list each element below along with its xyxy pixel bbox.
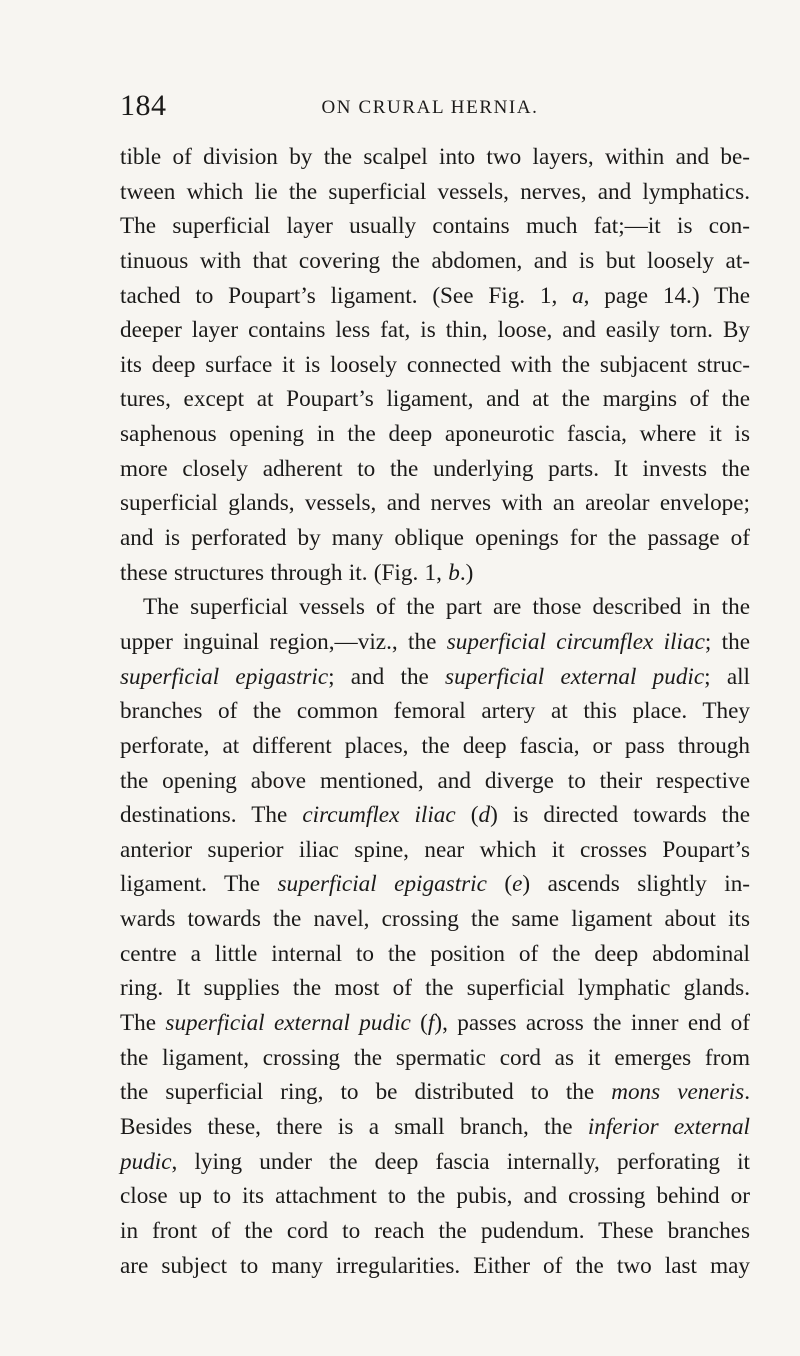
- text-run: The superficial vessels of the part are those described in the: [143, 594, 750, 621]
- body-text: [120, 140, 750, 1283]
- text-run: deeper layer contains less fat, is thin, loose, and easily torn. By: [120, 317, 750, 344]
- text-run: ; and the: [328, 663, 446, 690]
- italic-text: circumflex iliac: [302, 802, 456, 829]
- text-line: [120, 521, 750, 556]
- text-run: ) ascends slightly in-: [522, 871, 751, 898]
- italic-text: superficial epigastric: [277, 871, 487, 898]
- text-run: saphenous opening in the deep aponeurotic fascia, where it is: [120, 421, 750, 448]
- text-line: [120, 798, 750, 833]
- text-line: [120, 556, 750, 591]
- text-line: [120, 764, 750, 799]
- text-line: [120, 1006, 750, 1041]
- text-line: [120, 867, 750, 902]
- text-line: [120, 1075, 750, 1110]
- text-run: anterior superior iliac spine, near which it crosses Poupart’s: [120, 836, 750, 863]
- italic-text: mons veneris: [611, 1079, 745, 1106]
- text-run: ring. It supplies the most of the superficial lymphatic glands.: [120, 975, 750, 1002]
- text-line: [120, 937, 750, 972]
- text-line: [120, 590, 750, 625]
- text-line: [120, 1214, 750, 1249]
- text-line: [120, 140, 750, 175]
- italic-text: superficial circumflex iliac: [446, 628, 705, 655]
- text-line: [120, 1041, 750, 1076]
- text-run: Besides these, there is a small branch, the: [120, 1113, 588, 1140]
- text-run: destinations. The: [120, 802, 303, 829]
- text-run: (: [486, 871, 513, 898]
- text-line: [120, 244, 750, 279]
- italic-text: superficial external pudic: [165, 1010, 411, 1037]
- text-run: .): [459, 559, 474, 586]
- text-run: ; the: [704, 628, 750, 655]
- text-run: tached to Poupart’s ligament. (See Fig. 1,: [120, 282, 573, 309]
- text-run: tures, except at Poupart’s ligament, and at the margins of the: [120, 386, 750, 413]
- text-line: [120, 209, 750, 244]
- text-line: [120, 1249, 750, 1284]
- italic-text: e: [512, 871, 523, 898]
- text-line: [120, 175, 750, 210]
- text-line: [120, 625, 750, 660]
- text-run: its deep surface it is loosely connected with the subjacent struc-: [120, 351, 750, 378]
- text-run: in front of the cord to reach the pudendum. These branches: [120, 1217, 750, 1244]
- text-run: (: [455, 802, 479, 829]
- italic-text: b: [448, 559, 460, 586]
- text-line: [120, 902, 750, 937]
- text-run: The: [120, 1010, 166, 1037]
- text-line: [120, 1110, 750, 1145]
- text-run: these structures through it. (Fig. 1,: [120, 559, 449, 586]
- italic-text: f: [427, 1010, 435, 1037]
- italic-text: inferior external: [587, 1113, 750, 1140]
- text-run: the ligament, crossing the spermatic cord as it emerges from: [120, 1044, 750, 1071]
- text-run: and is perforated by many oblique openings for the passage of: [120, 525, 750, 552]
- text-line: [120, 313, 750, 348]
- text-run: the opening above mentioned, and diverge to their respective: [120, 767, 750, 794]
- running-head: ON CRURAL HERNIA.: [321, 97, 539, 118]
- text-line: [120, 729, 750, 764]
- text-run: The superficial layer usually contains much fat;—it is con-: [120, 213, 750, 240]
- text-run: the superficial ring, to be distributed to the: [120, 1079, 612, 1106]
- italic-text: superficial external pudic: [445, 663, 705, 690]
- text-run: tween which lie the superficial vessels, nerves, and lymphatics.: [120, 178, 750, 205]
- italic-text: a: [572, 282, 584, 309]
- text-run: , lying under the deep fascia internally, perforating it: [171, 1148, 750, 1175]
- text-run: , page 14.) The: [583, 282, 751, 309]
- text-run: ligament. The: [120, 871, 278, 898]
- text-run: ; all: [704, 663, 750, 690]
- page-number: 184: [120, 89, 167, 122]
- text-run: are subject to many irregularities. Either of the two last may: [120, 1252, 750, 1279]
- italic-text: superficial epigastric: [120, 663, 329, 690]
- text-line: [120, 382, 750, 417]
- text-line: [120, 971, 750, 1006]
- text-line: [120, 486, 750, 521]
- text-run: (: [410, 1010, 428, 1037]
- text-line: [120, 833, 750, 868]
- text-run: branches of the common femoral artery at this place. They: [120, 698, 750, 725]
- text-run: tible of division by the scalpel into two layers, within and be-: [120, 144, 750, 170]
- page-header: [120, 86, 740, 126]
- text-run: ) is directed towards the: [490, 802, 750, 829]
- text-line: [120, 1145, 750, 1180]
- text-line: [120, 660, 750, 695]
- italic-text: d: [478, 802, 491, 829]
- text-line: [120, 279, 750, 314]
- text-run: wards towards the navel, crossing the same ligament about its: [120, 906, 750, 933]
- text-run: .: [744, 1079, 750, 1106]
- italic-text: pudic: [120, 1148, 172, 1175]
- text-run: upper inguinal region,—viz., the: [120, 628, 447, 655]
- text-run: centre a little internal to the position of the deep abdominal: [120, 940, 750, 967]
- text-run: superficial glands, vessels, and nerves with an areolar envelope;: [120, 490, 750, 517]
- text-line: [120, 348, 750, 383]
- text-line: [120, 1179, 750, 1214]
- text-run: ), passes across the inner end of: [434, 1010, 750, 1037]
- text-run: more closely adherent to the underlying parts. It invests the: [120, 455, 750, 482]
- text-line: [120, 452, 750, 487]
- text-run: tinuous with that covering the abdomen, and is but loosely at-: [120, 247, 750, 274]
- text-line: [120, 417, 750, 452]
- text-run: perforate, at different places, the deep fascia, or pass through: [120, 732, 750, 759]
- text-line: [120, 694, 750, 729]
- text-run: close up to its attachment to the pubis, and crossing behind or: [120, 1183, 750, 1210]
